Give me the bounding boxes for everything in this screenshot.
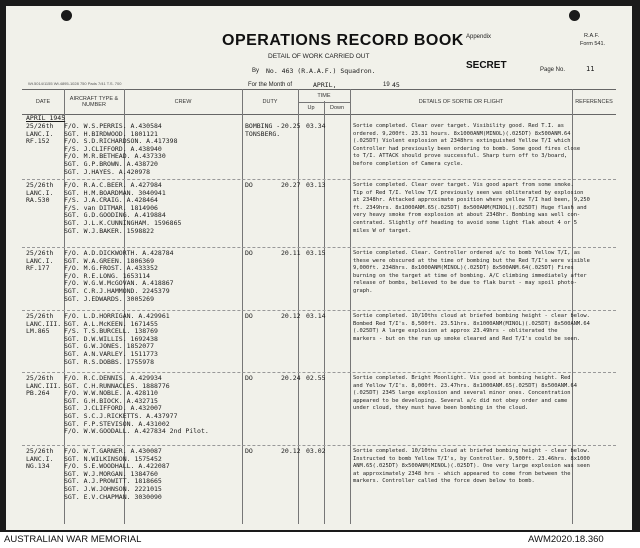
crew-member: SGT. J.L.K.CUNNINGHAM. 1596865 [64, 219, 182, 227]
crew-member: F/O. M.G.FROST. A.433352 [64, 264, 158, 273]
crew-member: F/O. S.D.RICHARDSON. A.417398 [64, 137, 178, 146]
aircraft-line: RF.177 [26, 264, 50, 273]
col-details: DETAILS OF SORTIE OR FLIGHT [418, 98, 504, 105]
punch-hole [61, 10, 72, 21]
details-line: very heavy smoke from explosion at about 2348hr. Bombing was well con- [353, 212, 581, 219]
crew-member: SGT. W.J.BAKER. 1598822 [64, 226, 155, 235]
crew-member: F/O. W.G.W.McGOVAN. A.418867 [64, 279, 174, 288]
crew-member: F/O. W.W.NOBLE. A.428110 [64, 389, 158, 398]
aircraft-line: RA.530 [26, 196, 50, 205]
aircraft-line: LANC.I. [26, 129, 54, 138]
crew-member: SGT. A.N.VARLEY. 1511773 [64, 350, 158, 358]
col-up: Up [307, 104, 315, 111]
time-down: 03.13 [306, 181, 326, 189]
footer-institution: AUSTRALIAN WAR MEMORIAL [4, 534, 142, 545]
crew-member: F/S. J.CLIFFORD. A.438940 [64, 144, 162, 153]
footer-accession: AWM2020.18.360 [528, 534, 604, 545]
time-down: 03.14 [306, 312, 326, 320]
details-line: release of bombs, believed to be due to flak burst - may spoil photo- [353, 280, 577, 287]
page-title: OPERATIONS RECORD BOOK [222, 32, 464, 49]
col-time: TIME [298, 90, 350, 103]
crew-member: SGT. J.CLIFFORD. A.432007 [64, 404, 162, 413]
details-line: and Yellow T/I's. 8,000ft. 23.47hrs. 8x1000ANM.65(.025DT) 8x500ANM.64 [353, 382, 577, 389]
crew-member: SGT. C.R.J.HAMMOND. 2245379 [64, 287, 170, 295]
year: 45 [392, 81, 400, 89]
column-header-row [22, 89, 616, 115]
crew-member: SGT. E.V.CHAPMAN. 3030090 [64, 492, 162, 501]
time-down: 03.02 [306, 447, 326, 455]
entry-date: 25/26th [26, 447, 54, 455]
details-line: Sortie completed. Clear over target. Vis good apart from some smoke. [353, 182, 574, 188]
aircraft-line: NG.134 [26, 462, 50, 471]
details-line: ordered. 9,200ft. 23.31 hours. 8x1000ANM(MINOL)(.025DT) 8x500ANM.64 [353, 130, 571, 137]
details-line: graph. [353, 288, 373, 294]
crew-member: SGT. F.P.STEVISON. A.431002 [64, 419, 170, 428]
details-line: Bombed Red T/I's. 8,500ft. 23.51hrs. 8x1000ANM(MINOL)(.025DT) 8x500ANM.64 [353, 320, 590, 327]
security-classification: SECRET [466, 60, 507, 71]
crew-member: SGT. S.C.J.RICKETTS. A.437977 [64, 412, 178, 420]
details-line: at approximately 2348 hrs - which appeared to come from between the [353, 470, 571, 477]
crew-member: F/O. R.E.LONG. 1653114 [64, 271, 151, 280]
crew-member: SGT. G.W.JONES. 1852077 [64, 342, 155, 351]
column-rule [350, 89, 351, 524]
section-label: APRIL 1945 [26, 114, 66, 122]
entry-separator [22, 310, 616, 311]
entry-duty: DO [245, 374, 253, 382]
col-references: REFERENCES [575, 98, 613, 105]
details-line: 9,000ft. 2348hrs. 8x1000ANM(MINOL)(.025DT) 8x500ANM.64(.025DT) Fires [353, 265, 574, 272]
appendix-label: Appendix [466, 34, 492, 40]
col-aircraft: AIRCRAFT TYPE & NUMBER [69, 95, 119, 108]
entry-separator [22, 445, 616, 446]
details-line: (.025DT) 2345 large explosion and several minor ones. Concentration [353, 390, 571, 397]
raf-label: R.A.F. [584, 33, 599, 39]
crew-member: SGT. C.H.RUNNACLES. 1888776 [64, 381, 170, 390]
time-up: 20.11 [281, 249, 301, 257]
crew-member: SGT. J.EDWARDS. 3005269 [64, 294, 155, 303]
crew-member: F/S. van DITMAR. 1814906 [64, 203, 158, 212]
crew-member: F/O. M.R.BETHEAD. A.437330 [64, 152, 166, 161]
page-label: Page No. [540, 67, 566, 73]
month-label: For the Month of [248, 82, 293, 88]
aircraft-line: LANC.I. [26, 188, 54, 197]
crew-member: SGT. G.H.BIOCK. A.432715 [64, 396, 158, 405]
crew-member: F/O. R.C.DENNIS. A.429934 [64, 374, 162, 382]
crew-member: SGT. R.S.DOBBS. 1755978 [64, 357, 155, 366]
squadron: No. 463 (R.A.A.F.) Squadron. [266, 67, 376, 75]
entry-separator [22, 372, 616, 373]
time-down: 02.55 [306, 374, 326, 382]
entry-date: 25/26th [26, 312, 54, 320]
details-line: ANM.65(.025DT) 8x500ANM(MINOL)(.025DT). One very large explosion was seen [353, 463, 590, 470]
entry-duty: DO [245, 447, 253, 455]
details-line: these were obscured at the time of bombing but the Red T/I's were visible [353, 257, 590, 264]
aircraft-line: LANC.I. [26, 256, 54, 265]
details-line: Sortie completed. Bright Moonlight. Vis good at bombing height. Red [353, 375, 571, 381]
details-line: (.025DT) Violent explosion at 2348hrs extinguished Yellow T/I which [353, 138, 571, 145]
time-up: 20.25 [281, 122, 301, 130]
crew-member: SGT. A.J.PROWITT. 1818665 [64, 477, 162, 486]
crew-member: F/O. L.D.HORRIGAN. A.429961 [64, 312, 170, 320]
entry-separator [22, 179, 616, 180]
details-line: miles W of target. [353, 227, 412, 234]
aircraft-line: PB.264 [26, 389, 50, 398]
details-line: to T/I. ATTACK should prove successful. Sharp turn off to 3/board, [353, 153, 568, 160]
details-line: markers. Controller called the force down below to bomb. [353, 478, 535, 485]
details-line: ft. 2349hrs. 8x1000ANM.65(.025DT) 8x500ANM(MINOL)(.025DT) Huge flash and [353, 204, 587, 211]
crew-member: F/O. W.T.GARNER. A.430087 [64, 447, 162, 455]
aircraft-line: LANC.III. [26, 319, 62, 328]
details-line: appeared to be developing. Several a/c did not obey order and came [353, 397, 568, 404]
aircraft-line: RF.152 [26, 137, 50, 146]
entry-separator [22, 247, 616, 248]
crew-member: F/S. T.S.BURCELL. 138769 [64, 327, 158, 336]
aircraft-line: LM.865 [26, 327, 50, 336]
crew-member: SGT. J.HAYES. A.420978 [64, 167, 151, 176]
form-number: Form 541. [580, 41, 606, 47]
aircraft-line: LANC.I. [26, 454, 54, 463]
crew-member: SGT. H.M.BOARDMAN. 3040941 [64, 188, 166, 197]
details-line: Sortie completed. 10/10ths cloud at briefed bombing height - clear below. [353, 448, 590, 454]
print-note: Wt.5014/1155 Wt.4895-1028 750 Pads 7/41 T.S. 700 [28, 81, 122, 86]
crew-member: F/O. S.E.WOODHALL. A.422087 [64, 462, 170, 471]
details-line: Instructed to bomb Yellow T/I's, by Controller. 9,500ft. 23.46hrs. 8x1000 [353, 455, 590, 462]
details-line: at 2348hr. Attacked approximate position where yellow T/I had been, 9,250 [353, 197, 590, 204]
col-down: Down [329, 104, 345, 111]
time-down: 03.15 [306, 249, 326, 257]
subtitle: DETAIL OF WORK CARRIED OUT [268, 53, 370, 60]
page-number: 11 [586, 65, 595, 73]
entry-duty: DO [245, 249, 253, 257]
col-date: DATE [35, 98, 51, 105]
crew-member: SGT. H.BIRDWOOD. 1801121 [64, 129, 158, 138]
crew-member: SGT. J.W.JOHNSON. 2221015 [64, 485, 162, 493]
details-line: markers - but on the run up smoke cleared and Red T/I's could be seen. [353, 335, 581, 342]
entry-duty: DO [245, 312, 253, 320]
entry-duty: DO [245, 181, 253, 189]
crew-member: SGT. A.L.McKEEN. 1671455 [64, 319, 158, 328]
time-up: 20.12 [281, 312, 301, 320]
entry-date: 25/26th [26, 249, 54, 257]
year-prefix: 19 [383, 82, 390, 88]
details-line: Sortie completed. Clear. Controller ordered a/c to bomb Yellow T/I, as [353, 250, 581, 256]
details-line: before completion of Camera cycle. [353, 161, 464, 167]
archive-footer [0, 532, 640, 548]
details-line: (.025DT) A large explosion at approx 23.49hrs - obliterated the [353, 328, 558, 335]
details-line: Controller had previously been ordering to bomb. Some good fires close [353, 145, 581, 152]
crew-member: F/S. J.A.CRAIG. A.428464 [64, 196, 158, 205]
crew-member: SGT. N.WILKINSON. 1575452 [64, 454, 162, 463]
crew-member: SGT. D.W.WILLIS. 1692438 [64, 334, 158, 343]
details-line: centrated. Slightly off heading to avoid some light flak about 4 or 5 [353, 220, 577, 226]
crew-member: F/O. W.S.PERRIS. A.430584 [64, 122, 162, 130]
col-duty: DUTY [262, 98, 278, 105]
crew-member: SGT. G.P.BROWN. A.438720 [64, 160, 158, 168]
punch-hole [569, 10, 580, 21]
entry-duty: BOMBING - TONSBERG. [245, 122, 281, 138]
col-crew: CREW [174, 98, 192, 105]
entry-date: 25/26th [26, 181, 54, 189]
details-line: Sortie completed. Clear over target. Visibility good. Red T.I. as [353, 123, 564, 129]
details-line: burning on the target at time of bombing. A/C climbing immediately after [353, 272, 587, 279]
aircraft-line: LANC.III. [26, 381, 62, 390]
time-up: 20.12 [281, 447, 301, 455]
time-down: 03.34 [306, 122, 326, 130]
column-rule [242, 89, 243, 524]
by-label: By [252, 68, 260, 74]
time-up: 20.24 [281, 374, 301, 382]
entry-date: 25/26th [26, 374, 54, 382]
crew-member: F/O. A.D.DICKWORTH. A.428784 [64, 249, 174, 257]
details-line: under cloud, they must have been bombing in the cloud. [353, 405, 529, 412]
crew-member: SGT. W.A.GREEN. 1806369 [64, 256, 155, 265]
crew-member: F/O. R.A.C.BEER. A.427984 [64, 181, 162, 189]
entry-date: 25/26th [26, 122, 54, 130]
time-up: 20.27 [281, 181, 301, 189]
details-line: Sortie completed. 10/10ths cloud at briefed bombing height - clear below. [353, 313, 590, 319]
crew-member: F/O. W.W.GOODALL. A.427834 2nd Pilot. [64, 427, 209, 436]
column-rule [298, 89, 299, 524]
crew-member: SGT. G.D.GOODING. A.419884 [64, 211, 166, 220]
details-line: Tip of Red T/I. Yellow T/I previously seen was obliterated by explosion [353, 189, 584, 196]
month: APRIL, [313, 81, 337, 89]
crew-member: SGT. W.J.MORGAN. 1384760 [64, 469, 158, 478]
